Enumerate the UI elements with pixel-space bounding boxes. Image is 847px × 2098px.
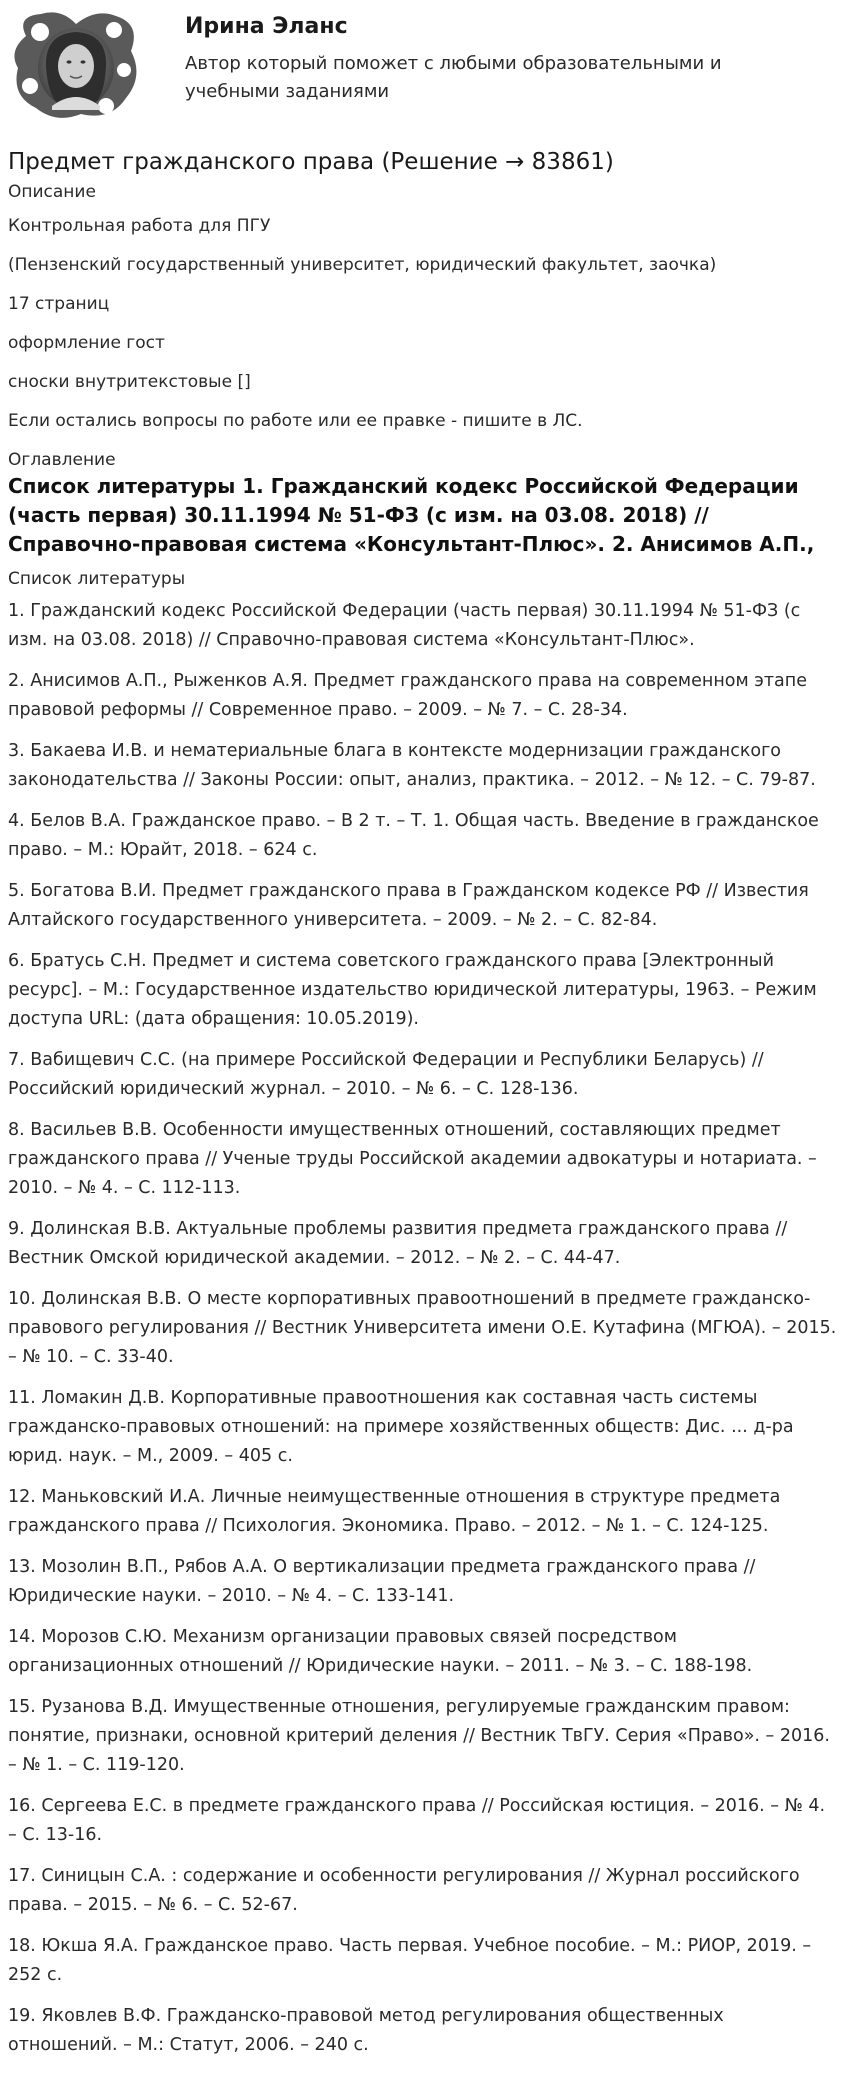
literature-item: 6. Братусь С.Н. Предмет и система советского гражданского права [Электронный ресурс]. – М.: Государственное издательство юридической литературы, 1963. – Режим доступа URL: (дата обращения: 10.05.2019). <box>8 951 817 1029</box>
description-line: 17 страниц <box>8 294 110 314</box>
description-label: Описание <box>8 182 96 202</box>
literature-item: 18. Юкша Я.А. Гражданское право. Часть первая. Учебное пособие. – М.: РИОР, 2019. – 252 с. <box>8 1936 812 1985</box>
literature-item: 16. Сергеева Е.С. в предмете гражданского права // Российская юстиция. – 2016. – № 4. – С. 13-16. <box>8 1796 826 1845</box>
toc-summary: Список литературы 1. Гражданский кодекс Российской Федерации (часть первая) 30.11.1994 № 51-ФЗ (с изм. на 03.08. 2018) // Справочно-правовая система «Консультант-Плюс». 2. Анисимов А.П., <box>8 474 815 556</box>
description-line: (Пензенский государственный университет, юридический факультет, заочка) <box>8 255 717 275</box>
literature-item: 15. Рузанова В.Д. Имущественные отношения, регулируемые гражданским правом: понятие, признаки, основной критерий деления // Вестник ТвГУ. Серия «Право». – 2016. – № 1. – С. 119-120. <box>8 1697 830 1775</box>
description-line: оформление гост <box>8 333 165 353</box>
author-block <box>0 0 847 128</box>
literature-list <box>8 597 838 2060</box>
literature-item: 13. Мозолин В.П., Рябов А.А. О вертикализации предмета гражданского права // Юридические науки. – 2010. – № 4. – С. 133-141. <box>8 1557 756 1606</box>
literature-title: Список литературы <box>8 569 186 589</box>
author-name[interactable]: Ирина Эланс <box>185 14 348 39</box>
literature-item: 5. Богатова В.И. Предмет гражданского права в Гражданском кодексе РФ // Известия Алтайского государственного университета. – 2009. – № 2. – С. 82-84. <box>8 881 809 930</box>
literature-item: 7. Вабищевич С.С. (на примере Российской Федерации и Республики Беларусь) // Российский юридический журнал. – 2010. – № 6. – С. 128-136. <box>8 1050 764 1099</box>
toc-label: Оглавление <box>8 450 116 470</box>
author-description: Автор который поможет с любыми образовательными и учебными заданиями <box>185 53 722 102</box>
literature-item: 2. Анисимов А.П., Рыженков А.Я. Предмет гражданского права на современном этапе правовой реформы // Современное право. – 2009. – № 7. – С. 28-34. <box>8 671 807 720</box>
work-content <box>8 146 838 2072</box>
literature-item: 3. Бакаева И.В. и нематериальные блага в контексте модернизации гражданского законодательства // Законы России: опыт, анализ, практика. – 2012. – № 12. – С. 79-87. <box>8 741 816 790</box>
literature-item: 11. Ломакин Д.В. Корпоративные правоотношения как составная часть системы гражданско-правовых отношений: на примере хозяйственных обществ: Дис. ... д-ра юрид. наук. – М., 2009. – 405 с. <box>8 1388 794 1466</box>
literature-item: 1. Гражданский кодекс Российской Федерации (часть первая) 30.11.1994 № 51-ФЗ (с изм. на 03.08. 2018) // Справочно-правовая система «Консультант-Плюс». <box>8 601 801 650</box>
literature-item: 17. Синицын С.А. : содержание и особенности регулирования // Журнал российского права. – 2015. – № 6. – С. 52-67. <box>8 1866 800 1915</box>
description-line: Если остались вопросы по работе или ее правке - пишите в ЛС. <box>8 411 583 431</box>
literature-item: 14. Морозов С.Ю. Механизм организации правовых связей посредством организационных отношений // Юридические науки. – 2011. – № 3. – С. 188-198. <box>8 1627 753 1676</box>
literature-item: 4. Белов В.А. Гражданское право. – В 2 т. – Т. 1. Общая часть. Введение в гражданское право. – М.: Юрайт, 2018. – 624 с. <box>8 811 819 860</box>
literature-item: 9. Долинская В.В. Актуальные проблемы развития предмета гражданского права // Вестник Омской юридической академии. – 2012. – № 2. – С. 44-47. <box>8 1219 788 1268</box>
page-title: Предмет гражданского права (Решение → 83861) <box>8 149 614 175</box>
author-avatar-icon[interactable] <box>6 6 144 124</box>
description-line: сноски внутритекстовые [] <box>8 372 251 392</box>
literature-item: 10. Долинская В.В. О месте корпоративных правоотношений в предмете гражданско-правового регулирования // Вестник Университета имени О.Е. Кутафина (МГЮА). – 2015. – № 10. – С. 33-40. <box>8 1289 837 1367</box>
literature-item: 8. Васильев В.В. Особенности имущественных отношений, составляющих предмет гражданского права // Ученые труды Российской академии адвокатуры и нотариата. – 2010. – № 4. – С. 112-113. <box>8 1120 817 1198</box>
literature-item: 19. Яковлев В.Ф. Гражданско-правовой метод регулирования общественных отношений. – М.: Статут, 2006. – 240 с. <box>8 2006 724 2055</box>
literature-item: 12. Маньковский И.А. Личные неимущественные отношения в структуре предмета гражданского права // Психология. Экономика. Право. – 2012. – № 1. – С. 124-125. <box>8 1487 781 1536</box>
description-line: Контрольная работа для ПГУ <box>8 216 271 236</box>
